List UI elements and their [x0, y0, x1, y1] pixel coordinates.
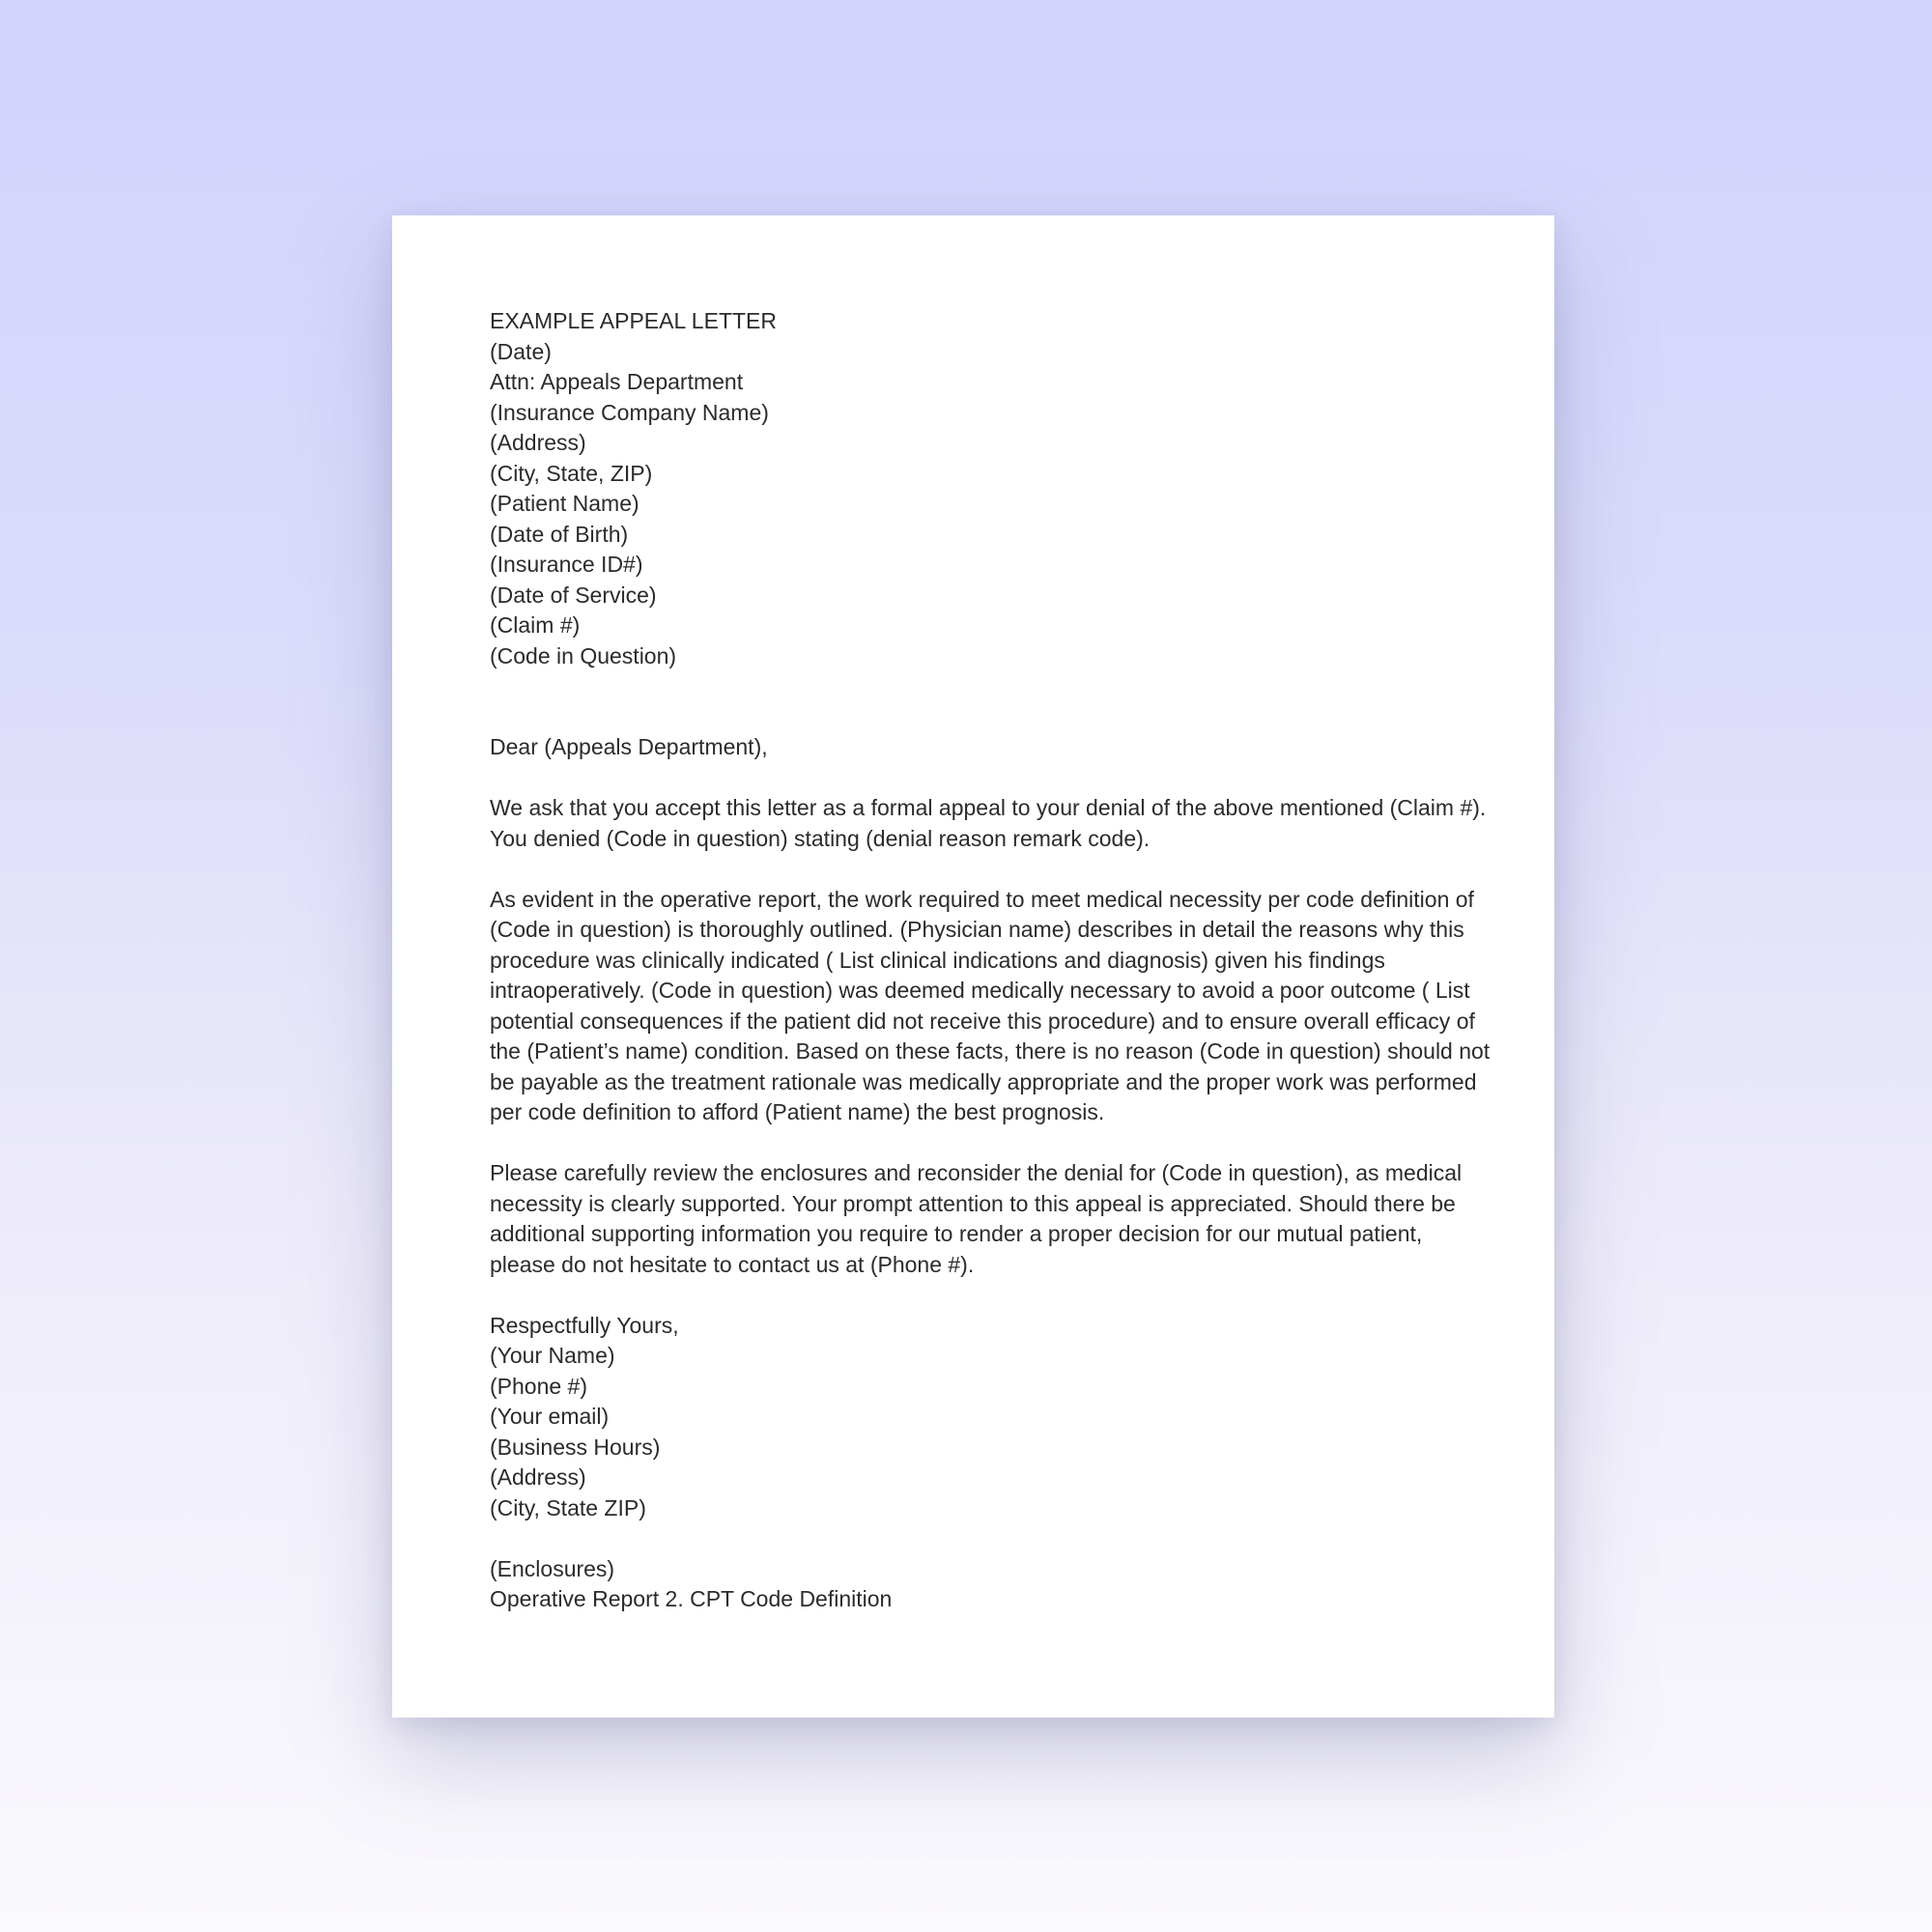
- address-placeholder: (Address): [490, 430, 586, 455]
- date-of-birth-placeholder: (Date of Birth): [490, 521, 629, 547]
- paragraph-line: additional supporting information you require to render a proper decision for our mutual patient,: [490, 1221, 1423, 1246]
- your-name-placeholder: (Your Name): [490, 1343, 615, 1368]
- paragraph-line: please do not hesitate to contact us at (Phone #).: [490, 1251, 975, 1277]
- letter-closing: [490, 1311, 1458, 1524]
- paragraph-medical-necessity: [490, 885, 1491, 1128]
- patient-name-placeholder: (Patient Name): [490, 491, 639, 516]
- spacer: [490, 1128, 1458, 1159]
- spacer: [490, 671, 1458, 732]
- sender-city-state-zip-placeholder: (City, State ZIP): [490, 1494, 646, 1520]
- letter-enclosures: [490, 1554, 1458, 1615]
- attention-line: Attn: Appeals Department: [490, 369, 744, 394]
- paragraph-line: per code definition to afford (Patient name) the best prognosis.: [490, 1099, 1105, 1124]
- paragraph-line: As evident in the operative report, the work required to meet medical necessity per code definition of: [490, 886, 1474, 912]
- salutation: Dear (Appeals Department),: [490, 734, 768, 759]
- letter-header: [490, 306, 1458, 671]
- paragraph-line: Please carefully review the enclosures and reconsider the denial for (Code in question), as medical: [490, 1160, 1463, 1185]
- claim-number-placeholder: (Claim #): [490, 612, 581, 638]
- insurance-id-placeholder: (Insurance ID#): [490, 552, 643, 577]
- spacer: [490, 1280, 1458, 1311]
- phone-placeholder: (Phone #): [490, 1373, 588, 1399]
- paragraph-line: be payable as the treatment rationale was medically appropriate and the proper work was performed: [490, 1068, 1477, 1094]
- date-placeholder: (Date): [490, 338, 552, 364]
- paragraph-line: potential consequences if the patient did not receive this procedure) and to ensure overall efficacy of: [490, 1008, 1475, 1034]
- date-of-service-placeholder: (Date of Service): [490, 582, 657, 608]
- letter-page: [392, 215, 1554, 1718]
- code-in-question-placeholder: (Code in Question): [490, 642, 677, 668]
- spacer: [490, 763, 1458, 794]
- paragraph-review-request: [490, 1158, 1463, 1280]
- paragraph-line: We ask that you accept this letter as a formal appeal to your denial of the above mentioned (Claim #).: [490, 795, 1487, 820]
- closing-phrase: Respectfully Yours,: [490, 1312, 679, 1338]
- email-placeholder: (Your email): [490, 1404, 610, 1429]
- paragraph-line: the (Patient’s name) condition. Based on these facts, there is no reason (Code in question) should not: [490, 1038, 1491, 1064]
- paragraph-line: (Code in question) is thoroughly outlined. (Physician name) describes in detail the reasons why this: [490, 917, 1464, 942]
- enclosures-list: Operative Report 2. CPT Code Definition: [490, 1586, 893, 1611]
- sender-address-placeholder: (Address): [490, 1464, 586, 1490]
- paragraph-line: intraoperatively. (Code in question) was deemed medically necessary to avoid a poor outcome ( List: [490, 978, 1470, 1003]
- enclosures-heading: (Enclosures): [490, 1555, 615, 1581]
- insurance-company-placeholder: (Insurance Company Name): [490, 399, 769, 425]
- paragraph-appeal-request: [490, 793, 1487, 854]
- spacer: [490, 1523, 1458, 1554]
- paragraph-line: procedure was clinically indicated ( List clinical indications and diagnosis) given his findings: [490, 947, 1385, 973]
- city-state-zip-placeholder: (City, State, ZIP): [490, 460, 653, 486]
- paragraph-line: You denied (Code in question) stating (denial reason remark code).: [490, 825, 1151, 851]
- spacer: [490, 854, 1458, 885]
- paragraph-line: necessity is clearly supported. Your prompt attention to this appeal is appreciated. Should there be: [490, 1190, 1456, 1216]
- business-hours-placeholder: (Business Hours): [490, 1434, 661, 1460]
- letter-title: EXAMPLE APPEAL LETTER: [490, 308, 777, 333]
